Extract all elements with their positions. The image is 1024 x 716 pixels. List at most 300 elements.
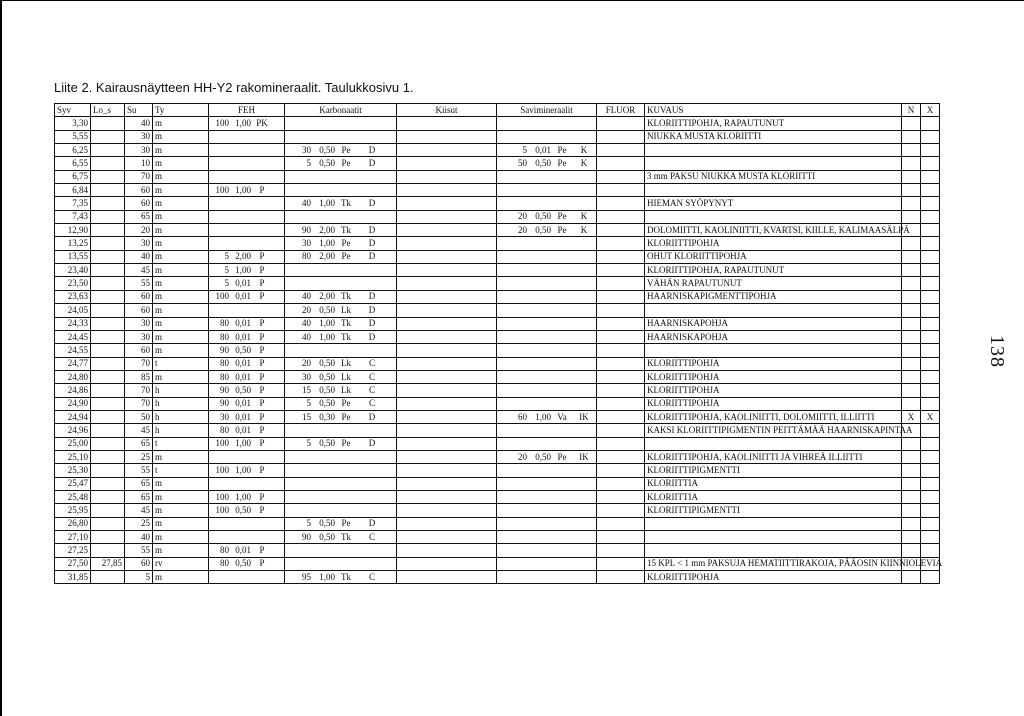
cell-karbonaatit-width: 1,00 xyxy=(319,238,335,249)
cell-karbonaatit-amount: 40 xyxy=(302,198,311,209)
cell-su: 85 xyxy=(125,370,153,383)
cell-karbonaatit-code: Tk xyxy=(341,291,351,302)
cell-kuvaus: HIEMAN SYÖPYNYT xyxy=(645,197,902,210)
cell-feh-width: 0,01 xyxy=(235,291,251,302)
cell-kuvaus: 3 mm PAKSU NIUKKA MUSTA KLORIITTI xyxy=(645,170,902,183)
cell-x xyxy=(921,210,940,223)
cell-n xyxy=(902,210,921,223)
cell-savimineraalit-type: K xyxy=(580,211,588,222)
col-header-su: Su xyxy=(125,104,153,117)
table-row xyxy=(55,237,940,250)
cell-feh-amount: 100 xyxy=(215,291,229,302)
cell-karbonaatit xyxy=(285,330,397,343)
cell-los xyxy=(91,170,125,183)
cell-kuvaus xyxy=(645,184,902,197)
cell-karbonaatit xyxy=(285,250,397,263)
cell-feh-amount: 5 xyxy=(224,264,229,275)
cell-feh xyxy=(209,130,285,143)
cell-fluor xyxy=(597,130,645,143)
cell-fluor xyxy=(597,397,645,410)
table-row xyxy=(55,277,940,290)
table-row xyxy=(55,184,940,197)
cell-kuvaus: KLORIITTIA xyxy=(645,490,902,503)
cell-kuvaus: KLORIITTIPOHJA, KAOLINIITTI JA VIHREÄ ILLIITTI xyxy=(645,450,902,463)
cell-feh-width: 1,00 xyxy=(235,184,251,195)
cell-karbonaatit-width: 2,00 xyxy=(319,291,335,302)
table-row xyxy=(55,330,940,343)
cell-kuvaus: KLORIITTIPOHJA xyxy=(645,571,902,584)
cell-syv: 24,05 xyxy=(55,304,91,317)
cell-savimineraalit xyxy=(497,517,597,530)
cell-karbonaatit xyxy=(285,170,397,183)
cell-feh xyxy=(209,157,285,170)
cell-su: 55 xyxy=(125,544,153,557)
cell-syv: 31,85 xyxy=(55,571,91,584)
cell-kiisut xyxy=(397,170,497,183)
cell-savimineraalit xyxy=(497,157,597,170)
cell-syv: 24,96 xyxy=(55,424,91,437)
cell-karbonaatit-width: 0,50 xyxy=(319,144,335,155)
cell-feh xyxy=(209,210,285,223)
cell-feh-amount: 100 xyxy=(215,438,229,449)
cell-ty: m xyxy=(153,304,209,317)
cell-feh xyxy=(209,197,285,210)
cell-savimineraalit xyxy=(497,304,597,317)
cell-syv: 25,00 xyxy=(55,437,91,450)
cell-feh-code: P xyxy=(259,464,265,475)
cell-kuvaus: KLORIITTIPOHJA xyxy=(645,237,902,250)
cell-savimineraalit-amount: 60 xyxy=(518,411,527,422)
cell-los xyxy=(91,264,125,277)
cell-syv: 24,86 xyxy=(55,384,91,397)
cell-karbonaatit-amount: 30 xyxy=(302,238,311,249)
cell-kiisut xyxy=(397,397,497,410)
cell-savimineraalit xyxy=(497,437,597,450)
cell-savimineraalit-type: K xyxy=(580,144,588,155)
cell-kuvaus: KLORIITTIPOHJA xyxy=(645,384,902,397)
cell-savimineraalit xyxy=(497,531,597,544)
cell-syv: 6,55 xyxy=(55,157,91,170)
cell-karbonaatit xyxy=(285,464,397,477)
cell-fluor xyxy=(597,250,645,263)
cell-feh-amount: 100 xyxy=(215,504,229,515)
cell-karbonaatit xyxy=(285,264,397,277)
cell-los xyxy=(91,531,125,544)
table-row xyxy=(55,264,940,277)
cell-kiisut xyxy=(397,224,497,237)
cell-su: 65 xyxy=(125,477,153,490)
cell-savimineraalit-type: IK xyxy=(579,451,589,462)
cell-feh-code: P xyxy=(259,545,265,556)
cell-feh xyxy=(209,237,285,250)
cell-fluor xyxy=(597,450,645,463)
cell-karbonaatit-code: Lk xyxy=(341,358,351,369)
cell-kuvaus: HAARNISKAPOHJA xyxy=(645,317,902,330)
cell-su: 10 xyxy=(125,157,153,170)
cell-los xyxy=(91,477,125,490)
cell-su: 60 xyxy=(125,197,153,210)
cell-kuvaus: KLORIITTIA xyxy=(645,477,902,490)
cell-feh-amount: 100 xyxy=(215,118,229,129)
cell-karbonaatit-code: Tk xyxy=(341,531,351,542)
cell-ty: m xyxy=(153,531,209,544)
cell-savimineraalit xyxy=(497,477,597,490)
cell-karbonaatit xyxy=(285,344,397,357)
cell-syv: 23,40 xyxy=(55,264,91,277)
cell-ty: m xyxy=(153,370,209,383)
col-header-syv: Syv xyxy=(55,104,91,117)
cell-feh-width: 0,01 xyxy=(235,545,251,556)
cell-feh-width: 0,01 xyxy=(235,358,251,369)
cell-syv: 25,95 xyxy=(55,504,91,517)
cell-fluor xyxy=(597,384,645,397)
cell-feh-amount: 5 xyxy=(224,278,229,289)
cell-savimineraalit xyxy=(497,571,597,584)
cell-savimineraalit xyxy=(497,144,597,157)
cell-karbonaatit-type: D xyxy=(368,198,376,209)
table-row xyxy=(55,410,940,423)
cell-x xyxy=(921,224,940,237)
cell-fluor xyxy=(597,304,645,317)
table-row xyxy=(55,424,940,437)
table-row xyxy=(55,370,940,383)
cell-ty: m xyxy=(153,144,209,157)
cell-syv: 26,80 xyxy=(55,517,91,530)
col-header-savimineraalit: Savimineraalit xyxy=(497,104,597,117)
cell-syv: 7,43 xyxy=(55,210,91,223)
cell-karbonaatit-amount: 90 xyxy=(302,224,311,235)
cell-karbonaatit xyxy=(285,277,397,290)
cell-ty: m xyxy=(153,197,209,210)
cell-n xyxy=(902,397,921,410)
cell-fluor xyxy=(597,424,645,437)
cell-karbonaatit-amount: 40 xyxy=(302,318,311,329)
col-header-kiisut: Kiisut xyxy=(397,104,497,117)
cell-kuvaus xyxy=(645,517,902,530)
cell-feh-width: 0,01 xyxy=(235,371,251,382)
cell-fluor xyxy=(597,197,645,210)
cell-syv: 24,33 xyxy=(55,317,91,330)
cell-karbonaatit-code: Pe xyxy=(341,438,351,449)
cell-los xyxy=(91,490,125,503)
cell-feh xyxy=(209,384,285,397)
table-row xyxy=(55,224,940,237)
cell-su: 45 xyxy=(125,504,153,517)
cell-los: 27,85 xyxy=(91,557,125,570)
cell-kiisut xyxy=(397,277,497,290)
cell-x xyxy=(921,197,940,210)
cell-karbonaatit-type: D xyxy=(368,331,376,342)
cell-feh-width: 2,00 xyxy=(235,251,251,262)
cell-karbonaatit xyxy=(285,424,397,437)
cell-ty: h xyxy=(153,410,209,423)
cell-feh-amount: 80 xyxy=(220,424,229,435)
cell-syv: 7,35 xyxy=(55,197,91,210)
cell-n xyxy=(902,544,921,557)
col-header-n: N xyxy=(902,104,921,117)
cell-n xyxy=(902,237,921,250)
cell-savimineraalit-code: Pe xyxy=(557,211,567,222)
cell-karbonaatit xyxy=(285,157,397,170)
cell-savimineraalit xyxy=(497,397,597,410)
cell-n xyxy=(902,197,921,210)
cell-fluor xyxy=(597,477,645,490)
cell-n xyxy=(902,130,921,143)
col-header-ty: Ty xyxy=(153,104,209,117)
cell-su: 65 xyxy=(125,490,153,503)
cell-su: 5 xyxy=(125,571,153,584)
cell-karbonaatit-amount: 15 xyxy=(302,384,311,395)
cell-los xyxy=(91,210,125,223)
table-row xyxy=(55,130,940,143)
cell-ty: h xyxy=(153,384,209,397)
cell-fluor xyxy=(597,437,645,450)
cell-feh-code: P xyxy=(259,184,265,195)
cell-karbonaatit-amount: 5 xyxy=(306,438,311,449)
table-row xyxy=(55,344,940,357)
cell-karbonaatit-width: 2,00 xyxy=(319,251,335,262)
cell-savimineraalit-type: K xyxy=(580,158,588,169)
table-row xyxy=(55,144,940,157)
cell-fluor xyxy=(597,317,645,330)
cell-savimineraalit xyxy=(497,250,597,263)
cell-fluor xyxy=(597,144,645,157)
cell-kiisut xyxy=(397,237,497,250)
cell-x xyxy=(921,277,940,290)
cell-fluor xyxy=(597,277,645,290)
cell-karbonaatit xyxy=(285,317,397,330)
cell-feh-width: 0,01 xyxy=(235,398,251,409)
cell-savimineraalit xyxy=(497,410,597,423)
cell-feh-code: P xyxy=(259,398,265,409)
cell-feh xyxy=(209,571,285,584)
cell-syv: 25,10 xyxy=(55,450,91,463)
cell-n xyxy=(902,504,921,517)
cell-syv: 27,10 xyxy=(55,531,91,544)
cell-karbonaatit xyxy=(285,410,397,423)
cell-su: 70 xyxy=(125,384,153,397)
cell-feh-code: P xyxy=(259,251,265,262)
cell-x xyxy=(921,424,940,437)
cell-ty: m xyxy=(153,477,209,490)
table-row xyxy=(55,317,940,330)
cell-su: 25 xyxy=(125,450,153,463)
cell-ty: t xyxy=(153,464,209,477)
cell-feh-amount: 90 xyxy=(220,344,229,355)
cell-x xyxy=(921,157,940,170)
cell-karbonaatit-type: D xyxy=(368,518,376,529)
cell-ty: m xyxy=(153,571,209,584)
cell-feh-amount: 80 xyxy=(220,358,229,369)
cell-feh-code: P xyxy=(259,278,265,289)
table-row xyxy=(55,557,940,570)
cell-karbonaatit-type: D xyxy=(368,158,376,169)
cell-feh xyxy=(209,464,285,477)
cell-kiisut xyxy=(397,557,497,570)
cell-su: 70 xyxy=(125,170,153,183)
cell-syv: 24,55 xyxy=(55,344,91,357)
cell-kuvaus: HAARNISKAPIGMENTTIPOHJA xyxy=(645,290,902,303)
cell-fluor xyxy=(597,264,645,277)
cell-karbonaatit-type: D xyxy=(368,411,376,422)
cell-x xyxy=(921,544,940,557)
cell-kuvaus: KLORIITTIPOHJA, KAOLINIITTI, DOLOMIITTI, ILLIITTI xyxy=(645,410,902,423)
cell-karbonaatit xyxy=(285,130,397,143)
cell-kiisut xyxy=(397,210,497,223)
cell-feh-width: 0,50 xyxy=(235,504,251,515)
cell-karbonaatit-amount: 30 xyxy=(302,371,311,382)
cell-syv: 23,63 xyxy=(55,290,91,303)
cell-x xyxy=(921,264,940,277)
cell-karbonaatit-code: Lk xyxy=(341,384,351,395)
cell-syv: 6,75 xyxy=(55,170,91,183)
cell-feh-width: 0,01 xyxy=(235,278,251,289)
cell-n xyxy=(902,317,921,330)
table-row xyxy=(55,384,940,397)
cell-syv: 6,25 xyxy=(55,144,91,157)
table-row xyxy=(55,170,940,183)
cell-karbonaatit-amount: 40 xyxy=(302,331,311,342)
cell-karbonaatit-width: 1,00 xyxy=(319,571,335,582)
cell-su: 55 xyxy=(125,464,153,477)
cell-los xyxy=(91,130,125,143)
cell-su: 70 xyxy=(125,397,153,410)
cell-feh xyxy=(209,264,285,277)
cell-fluor xyxy=(597,464,645,477)
cell-savimineraalit xyxy=(497,317,597,330)
cell-kiisut xyxy=(397,157,497,170)
cell-ty: m xyxy=(153,157,209,170)
cell-x xyxy=(921,184,940,197)
cell-karbonaatit-type: D xyxy=(368,144,376,155)
cell-su: 25 xyxy=(125,517,153,530)
cell-kuvaus xyxy=(645,344,902,357)
cell-n xyxy=(902,531,921,544)
cell-karbonaatit xyxy=(285,504,397,517)
cell-karbonaatit-code: Pe xyxy=(341,251,351,262)
cell-karbonaatit-amount: 20 xyxy=(302,358,311,369)
cell-x xyxy=(921,504,940,517)
cell-karbonaatit-type: C xyxy=(368,571,375,582)
cell-kiisut xyxy=(397,437,497,450)
cell-savimineraalit-code: Va xyxy=(557,411,567,422)
cell-savimineraalit xyxy=(497,277,597,290)
table-row xyxy=(55,197,940,210)
cell-kuvaus: 15 KPL < 1 mm PAKSUJA HEMATIITTIRAKOJA, PÄÄOSIN KIINNIOLEVIA xyxy=(645,557,902,570)
cell-karbonaatit xyxy=(285,557,397,570)
cell-syv: 24,45 xyxy=(55,330,91,343)
cell-kuvaus: DOLOMIITTI, KAOLINIITTI, KVARTSI, KIILLE, KALIMAASÄLPÄ xyxy=(645,224,902,237)
cell-los xyxy=(91,117,125,130)
cell-feh xyxy=(209,410,285,423)
cell-su: 70 xyxy=(125,357,153,370)
cell-syv: 27,50 xyxy=(55,557,91,570)
cell-savimineraalit xyxy=(497,544,597,557)
col-header-x: X xyxy=(921,104,940,117)
cell-n xyxy=(902,144,921,157)
cell-kuvaus: NIUKKA MUSTA KLORIITTI xyxy=(645,130,902,143)
cell-x xyxy=(921,250,940,263)
cell-savimineraalit-type: K xyxy=(580,224,588,235)
cell-fluor xyxy=(597,290,645,303)
cell-feh-amount: 100 xyxy=(215,184,229,195)
cell-feh-code: P xyxy=(259,411,265,422)
cell-fluor xyxy=(597,517,645,530)
cell-feh-amount: 80 xyxy=(220,331,229,342)
cell-feh-code: P xyxy=(259,344,265,355)
cell-n xyxy=(902,464,921,477)
cell-karbonaatit xyxy=(285,237,397,250)
cell-los xyxy=(91,250,125,263)
cell-los xyxy=(91,304,125,317)
cell-karbonaatit-width: 1,00 xyxy=(319,198,335,209)
cell-kiisut xyxy=(397,384,497,397)
cell-savimineraalit xyxy=(497,237,597,250)
cell-kiisut xyxy=(397,250,497,263)
cell-karbonaatit-amount: 20 xyxy=(302,304,311,315)
cell-karbonaatit-type: D xyxy=(368,318,376,329)
cell-kiisut xyxy=(397,344,497,357)
cell-savimineraalit xyxy=(497,264,597,277)
cell-karbonaatit xyxy=(285,304,397,317)
cell-kuvaus xyxy=(645,157,902,170)
cell-su: 30 xyxy=(125,130,153,143)
table-row xyxy=(55,517,940,530)
cell-su: 60 xyxy=(125,304,153,317)
cell-x xyxy=(921,130,940,143)
cell-x xyxy=(921,437,940,450)
cell-karbonaatit-code: Pe xyxy=(341,411,351,422)
cell-fluor xyxy=(597,157,645,170)
cell-n xyxy=(902,170,921,183)
cell-savimineraalit xyxy=(497,330,597,343)
cell-savimineraalit-width: 1,00 xyxy=(535,411,551,422)
table-row xyxy=(55,304,940,317)
cell-los xyxy=(91,464,125,477)
cell-fluor xyxy=(597,210,645,223)
cell-karbonaatit-type: D xyxy=(368,304,376,315)
cell-feh xyxy=(209,344,285,357)
cell-kiisut xyxy=(397,531,497,544)
cell-karbonaatit-code: Tk xyxy=(341,571,351,582)
cell-x xyxy=(921,571,940,584)
cell-fluor xyxy=(597,557,645,570)
cell-savimineraalit-code: Pe xyxy=(557,451,567,462)
cell-karbonaatit-amount: 5 xyxy=(306,398,311,409)
cell-fluor xyxy=(597,531,645,544)
table-row xyxy=(55,490,940,503)
cell-los xyxy=(91,144,125,157)
cell-kuvaus: KAKSI KLORIITTIPIGMENTIN PEITTÄMÄÄ HAARNISKAPINTAA xyxy=(645,424,902,437)
cell-x xyxy=(921,464,940,477)
cell-su: 65 xyxy=(125,210,153,223)
cell-los xyxy=(91,317,125,330)
cell-feh xyxy=(209,517,285,530)
table-row xyxy=(55,117,940,130)
cell-feh-width: 0,50 xyxy=(235,384,251,395)
cell-los xyxy=(91,370,125,383)
cell-x xyxy=(921,330,940,343)
cell-n xyxy=(902,450,921,463)
cell-kuvaus: KLORIITTIPOHJA, RAPAUTUNUT xyxy=(645,264,902,277)
cell-kiisut xyxy=(397,357,497,370)
cell-kuvaus xyxy=(645,531,902,544)
cell-savimineraalit-width: 0,50 xyxy=(535,224,551,235)
cell-savimineraalit xyxy=(497,464,597,477)
cell-x xyxy=(921,384,940,397)
cell-los xyxy=(91,450,125,463)
cell-ty: m xyxy=(153,517,209,530)
